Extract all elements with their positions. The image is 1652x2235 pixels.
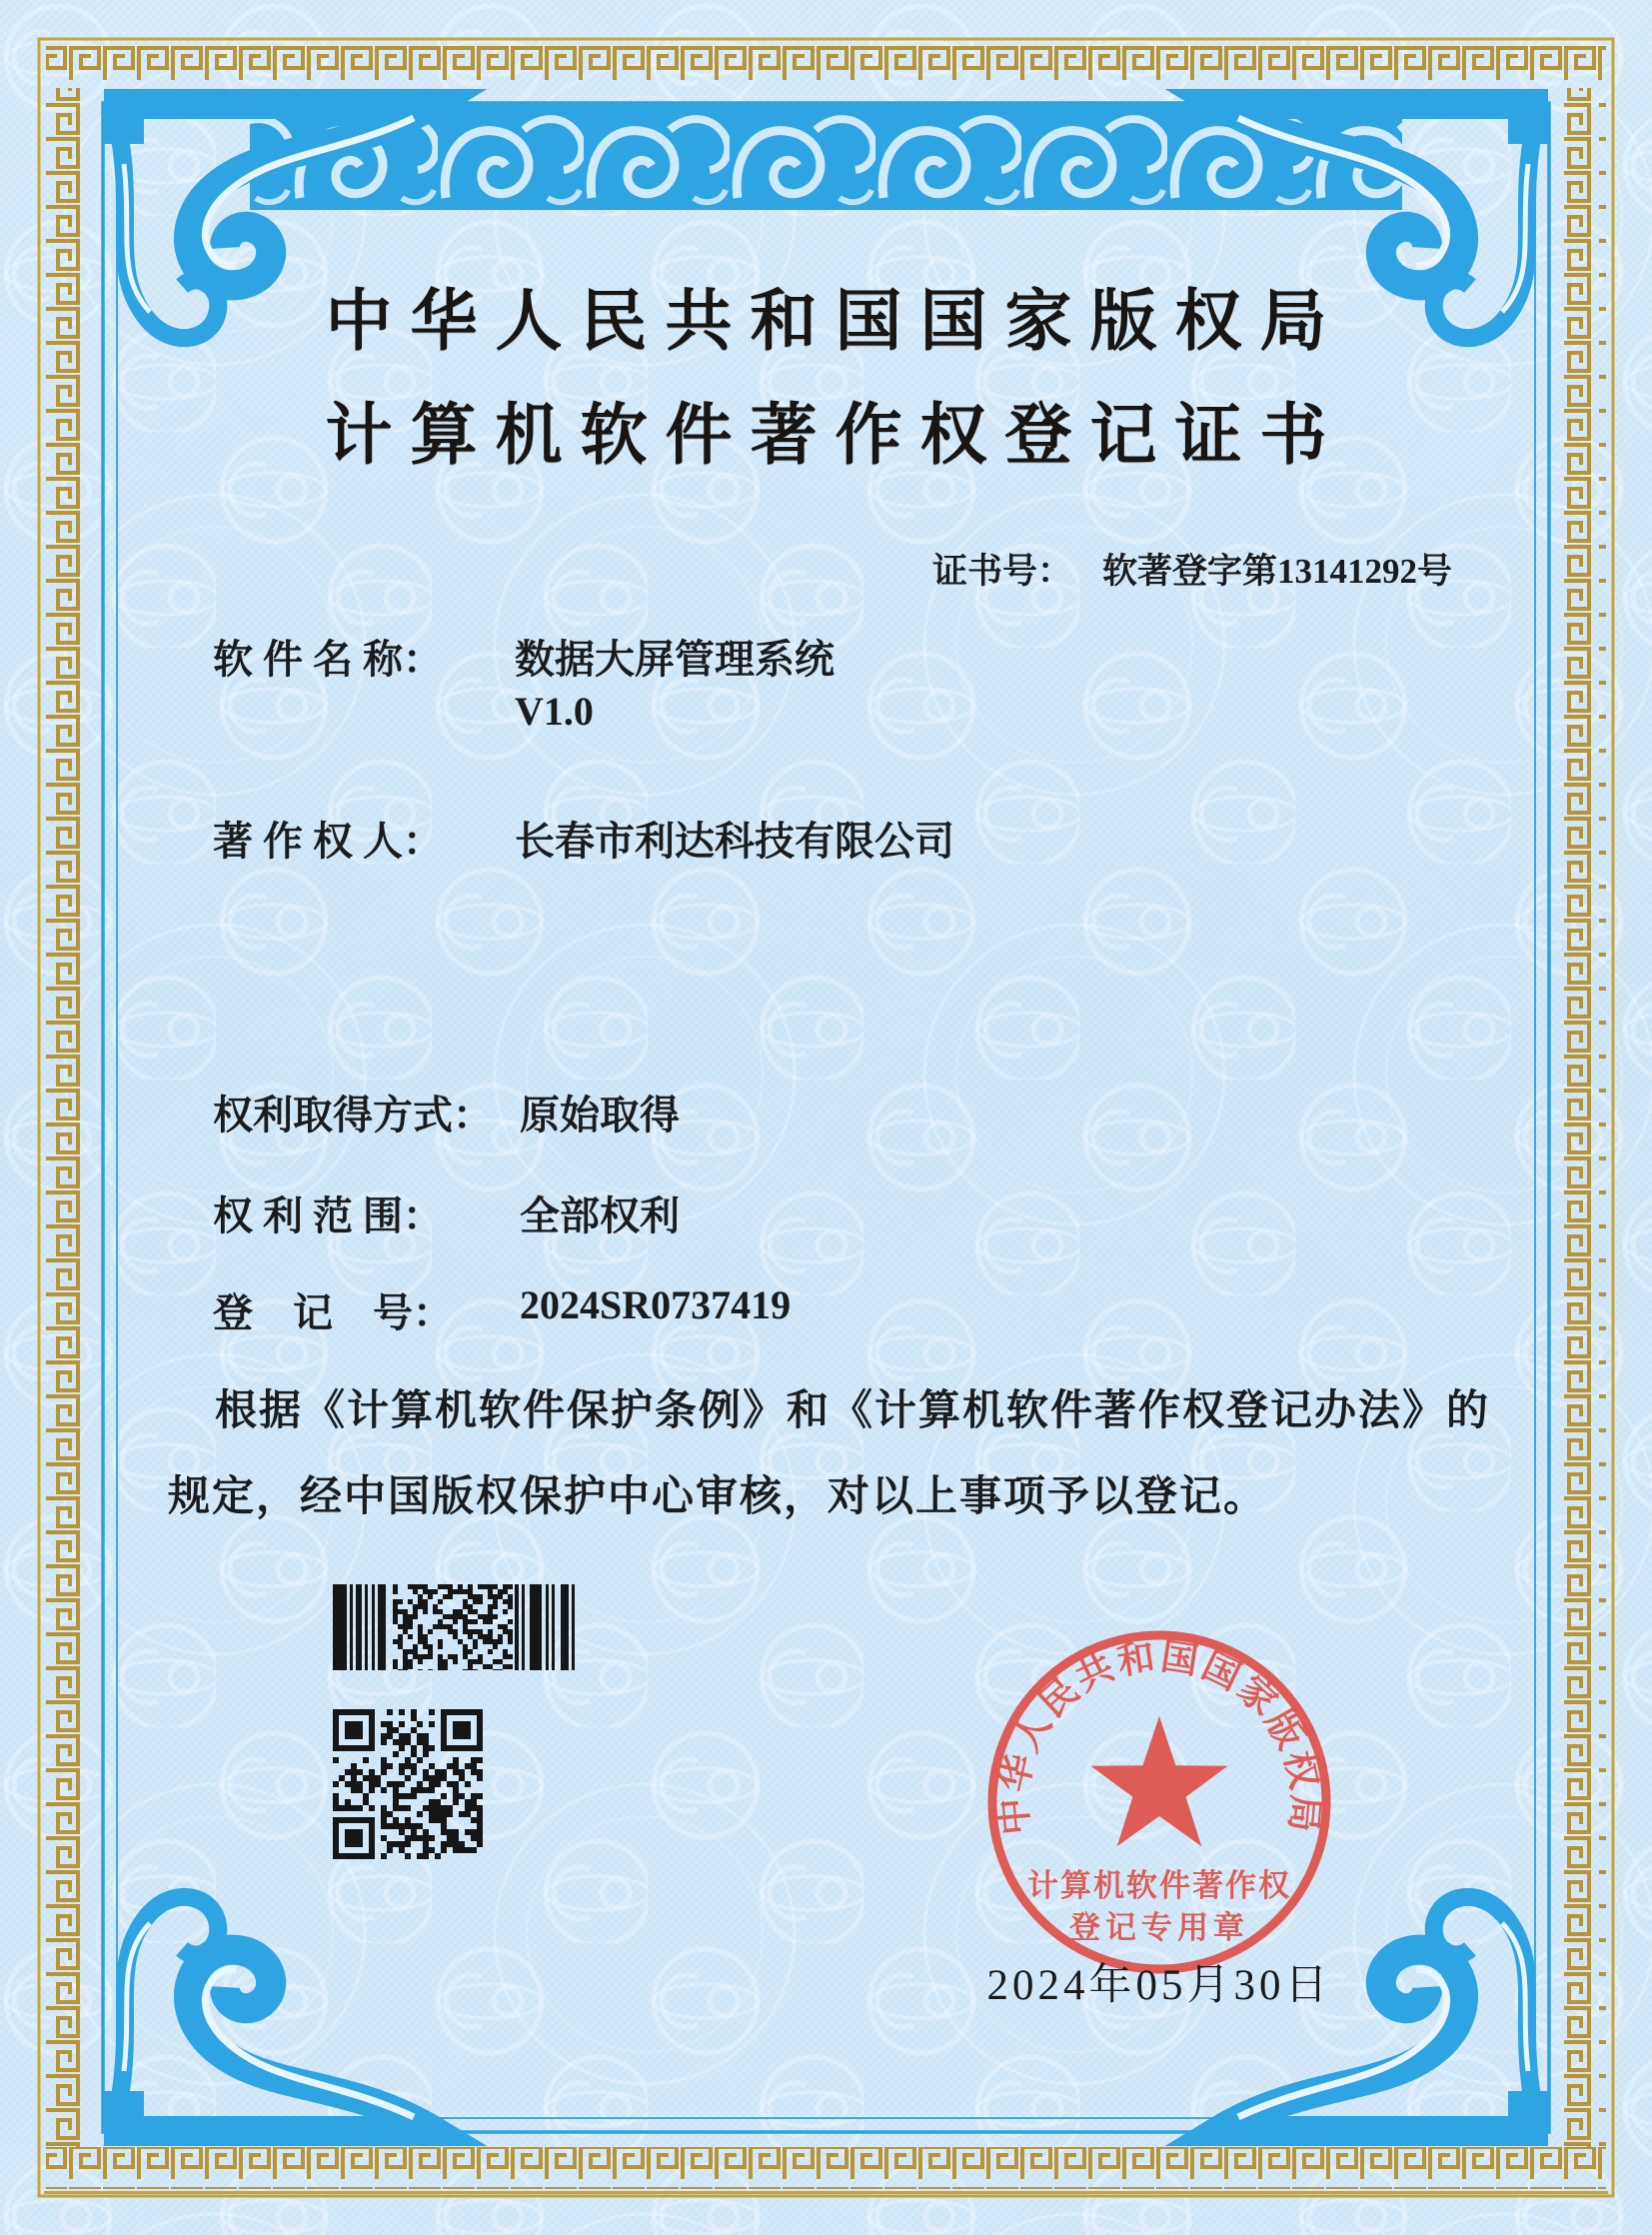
page-title: 中华人民共和国国家版权局 [325, 285, 1345, 359]
seal-text-line2: 登记专用章 [1069, 1910, 1249, 1945]
seal-star-icon [1091, 1716, 1228, 1846]
certificate-number-value: 软著登字第13141292号 [1101, 552, 1452, 591]
copyright-owner-value: 长春市利达科技有限公司 [515, 819, 954, 864]
certificate-number-label: 证书号： [931, 552, 1072, 591]
official-seal [982, 1625, 1336, 1979]
issue-date: 2024年05月30日 [986, 1962, 1332, 2009]
barcode-icon [333, 1584, 575, 1670]
software-name-label: 软 件 名 称： [213, 637, 443, 682]
rights-scope-value: 全部权利 [520, 1193, 680, 1238]
seal-text-line1: 计算机软件著作权 [1027, 1868, 1291, 1903]
acquisition-method-label: 权利取得方式： [213, 1093, 493, 1137]
registration-number-label: 登 记 号： [213, 1290, 453, 1335]
copyright-owner-label: 著 作 权 人： [213, 819, 443, 864]
acquisition-method-value: 原始取得 [520, 1093, 680, 1137]
qr-code-icon [333, 1709, 483, 1859]
seal-arc-text: 中华人民共和国国家版权局 [992, 1636, 1326, 1837]
software-version-value: V1.0 [515, 689, 594, 734]
registration-number-value: 2024SR0737419 [520, 1282, 792, 1327]
rights-scope-label: 权 利 范 围： [213, 1193, 443, 1238]
page-subtitle: 计算机软件著作权登记证书 [325, 399, 1345, 473]
body-paragraph-line1: 根据《计算机软件保护条例》和《计算机软件著作权登记办法》的 [215, 1388, 1491, 1434]
certificate-number [932, 544, 1452, 594]
software-name-value: 数据大屏管理系统 [515, 637, 834, 682]
body-paragraph-line2: 规定，经中国版权保护中心审核，对以上事项予以登记。 [168, 1474, 1268, 1520]
